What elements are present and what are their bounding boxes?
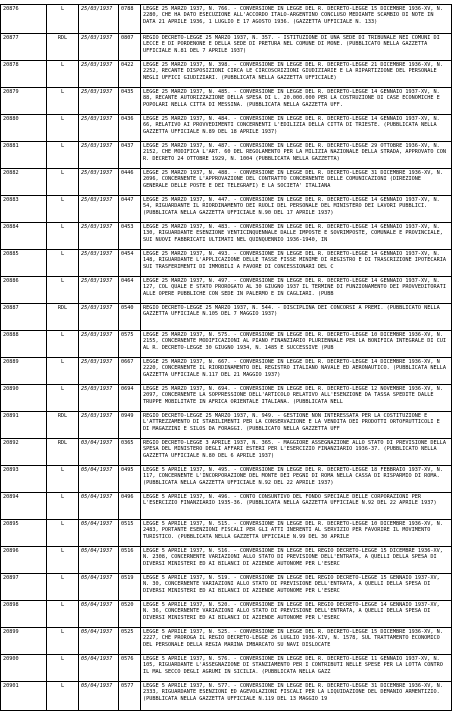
record-number: 20890	[1, 385, 47, 412]
act-description: LEGGE 25 MARZO 1937, N. 493. - CONVERSIONE IN LEGGE DEL R. DECRETO-LEGGE 14 GENNAIO 1937-XV, N. 148, RIGUARDANTE L'APPLICAZIONE DELLE TASSE FISSE MINIME DI REGISTRO E DI TRASCRIZIONE IPOTECARIA SUI TRASFERIMENTI DI IMMOBILI A FAVORE DI CONCESSIONARI DEL C	[141, 250, 452, 277]
table-row	[1, 88, 452, 115]
act-date: 25/03/1937	[79, 304, 119, 331]
act-description: LEGGE 25 MARZO 1937, N. 766. - CONVERSIONE IN LEGGE DEL R. DECRETO-LEGGE 15 DICEMBRE 1936-XV, N. 2280, CHE HA DATO ESECUZIONE ALL'ACCORDO ITALO-ARGENTINO CONCLUSO MEDIANTE SCAMBIO DI NOTE IN DATA 21 APRILE 1936, 1 LUGLIO E 17 AGOSTO 1936. (GAZZETTA UFFICIALE N. 133)	[141, 5, 452, 34]
act-code: 0454	[119, 250, 141, 277]
act-description: LEGGE 5 APRILE 1937, N. 496. - CONTO CONSUNTIVO DEL FONDO SPECIALE DELLE CORPORAZIONI PER L'ESERCIZIO FINANZIARIO 1935-36. (PUBBLICATA NELLA GAZZETTA UFFICIALE N.92 DEL 22 APRILE 1937)	[141, 493, 452, 520]
table-row	[1, 358, 452, 385]
act-type: L	[47, 628, 79, 655]
act-date: 25/03/1937	[79, 277, 119, 304]
act-type: L	[47, 223, 79, 250]
act-type: L	[47, 169, 79, 196]
act-code: 0437	[119, 142, 141, 169]
act-date: 05/04/1937	[79, 493, 119, 520]
act-type: L	[47, 574, 79, 601]
act-type: L	[47, 277, 79, 304]
act-type: L	[47, 196, 79, 223]
act-type: L	[47, 682, 79, 711]
table-row	[1, 493, 452, 520]
record-number: 20877	[1, 34, 47, 61]
act-description: REGIO DECRETO-LEGGE 25 MARZO 1937, N. 949. - GESTIONE NON INTERESSATA PER LA COSTITUZIONE E L'ATTREZZAMENTO DI STABILIMENTI PER LA CONSERVAZIONE E LA VENDITA DEI PRODOTTI ORTOFRUTTICOLI E DI MAGAZZINI E SILOS DA FORAGGI. (PUBBLICATO NELLA GAZZETTA UFF	[141, 412, 452, 439]
act-code: 0694	[119, 385, 141, 412]
act-type: L	[47, 88, 79, 115]
act-description: LEGGE 5 APRILE 1937, N. 576. - CONVERSIONE IN LEGGE DEL R. DECRETO-LEGGE 11 GENNAIO 1937-XV, N. 105, RIGUARDANTE L'ASSEGNAZIONE DI STANZIAMENTO PER I CONTRIBUTI NELLE SPESE PER LA LOTTA CONTRO IL MAL SECCO DEGLI AGRUMI IN SICILIA. (PUBBLICATA NELLA GAZZ	[141, 655, 452, 682]
table-row	[1, 196, 452, 223]
act-date: 05/04/1937	[79, 574, 119, 601]
act-date: 25/03/1937	[79, 61, 119, 88]
act-description: LEGGE 25 MARZO 1937, N. 487. - CONVERSIONE IN LEGGE DEL R. DECRETO-LEGGE 29 OTTOBRE 1936-XV, N. 2152, CHE MODIFICA L'ART. 60 DEL REGOLAMENTO PER LA MILIZIA NAZIONALE DELLA STRADA, APPROVATO CON R. DECRETO 24 OTTOBRE 1929, N. 1004 (PUBBLICATA NELLA GAZZETTA)	[141, 142, 452, 169]
act-date: 25/03/1937	[79, 169, 119, 196]
table-row	[1, 277, 452, 304]
act-date: 25/03/1937	[79, 250, 119, 277]
table-row	[1, 5, 452, 34]
table-row	[1, 223, 452, 250]
record-number: 20889	[1, 358, 47, 385]
act-date: 25/03/1937	[79, 115, 119, 142]
act-type: L	[47, 520, 79, 547]
act-description: LEGGE 5 APRILE 1937, N. 525. - CONVERSIONE IN LEGGE DEL R. DECRETO-LEGGE 15 DICEMBRE 1936-XV, N. 2227, CHE PROROGA IL REGIO DECRETO-LEGGE 26 LUGLIO 1936-XIV, N. 1578, SUL TRATTAMENTO ECONOMICO DEL PERSONALE DELLA REGIA MARINA IMBARCATO SU NAVI DISLOCATE	[141, 628, 452, 655]
record-number: 20900	[1, 655, 47, 682]
act-date: 25/03/1937	[79, 5, 119, 34]
act-type: L	[47, 142, 79, 169]
act-date: 05/04/1937	[79, 628, 119, 655]
record-number: 20879	[1, 88, 47, 115]
record-number: 20882	[1, 169, 47, 196]
act-code: 0949	[119, 412, 141, 439]
table-row	[1, 304, 452, 331]
act-type: L	[47, 331, 79, 358]
act-code: 0435	[119, 88, 141, 115]
act-type: RDL	[47, 304, 79, 331]
record-number: 20888	[1, 331, 47, 358]
act-description: LEGGE 25 MARZO 1937, N. 447. - CONVERSIONE IN LEGGE DEL R. DECRETO-LEGGE 14 GENNAIO 1937-XV, N. 54, RIGUARDANTE IL RIORDINAMENTO DEI RUOLI DEL PERSONALE DEL MINISTERO DEI LAVORI PUBBLICI. (PUBBLICATA NELLA GAZZETTA UFFICIALE N.90 DEL 17 APRILE 1937)	[141, 196, 452, 223]
act-code: 0576	[119, 655, 141, 682]
act-date: 05/04/1937	[79, 466, 119, 493]
record-number: 20884	[1, 223, 47, 250]
act-type: RDL	[47, 439, 79, 466]
act-description: LEGGE 5 APRILE 1937, N. 495. - CONVERSIONE IN LEGGE DEL R. DECRETO-LEGGE 18 FEBBRAIO 1937-XV, N. 117, CONCERNENTE L'INCORPORAZIONE DEL MONTE DEI PEGNI DI ROMA NELLA CASSA DI RISPARMIO DI ROMA. (PUBBLICATA NELLA GAZZETTA UFFICIALE N.92 DEL 22 APRILE 1937)	[141, 466, 452, 493]
act-code: 0577	[119, 682, 141, 711]
act-code: 0447	[119, 196, 141, 223]
act-code: 0575	[119, 331, 141, 358]
act-date: 03/04/1937	[79, 439, 119, 466]
act-type: L	[47, 5, 79, 34]
act-code: 0495	[119, 466, 141, 493]
table-row	[1, 466, 452, 493]
act-code: 0667	[119, 358, 141, 385]
act-type: RDL	[47, 412, 79, 439]
act-code: 0496	[119, 493, 141, 520]
act-date: 25/03/1937	[79, 142, 119, 169]
act-description: LEGGE 25 MARZO 1937, N. 485. - CONVERSIONE IN LEGGE DEL R. DECRETO-LEGGE 14 GENNAIO 1937-XV, N. 88, RECANTE AUTORIZZAZIONE DELLA SPESA DI L. 20.000.000 PER LA COSTRUZIONE DI CASE ECONOMICHE E POPOLARI NELLA CITTA DI MESSINA. (PUBBLICATA NELLA GAZZETTA UFF.	[141, 88, 452, 115]
record-number: 20878	[1, 61, 47, 88]
act-description: LEGGE 5 APRILE 1937, N. 516. - CONVERSIONE IN LEGGE DEL REGIO DECRETO-LEGGE 15 DICEMBRE 1936-XV, N. 2308, CONCERNENTE VARIAZIONI ALLO STATO DI PREVISIONE DELL'ENTRATA, A QUELLI DELLA SPESA DI DIVERSI MINISTERI ED AI BILANCI DI AZIENDE AUTONOME PER L'ESERC	[141, 547, 452, 574]
table-row	[1, 61, 452, 88]
act-description: LEGGE 25 MARZO 1937, N. 575. - CONVERSIONE IN LEGGE DEL R. DECRETO-LEGGE 10 DICEMBRE 1936-XV, N. 2155, CONCERNENTE MODIFICAZIONI AL PIANO FINANZIARIO PLURIENNALE PER LA BONIFICA INTEGRALE DI CUI AL R. DECRETO-LEGGE 30 GIUGNO 1934, N. 1485 E SUCCESSIVE (PUB	[141, 331, 452, 358]
act-description: LEGGE 5 APRILE 1937, N. 520. - CONVERSIONE IN LEGGE DEL REGIO DECRETO-LEGGE 14 GENNAIO 1937-XV, N. 36, CONCERNENTE VARIAZIONI ALLO STATO DI PREVISIONE DELL'ENTRATA, A QUELLI DELLA SPESA DI DIVERSI MINISTERI ED AI BILANCI DI AZIENDE AUTONOME PER L'ESERC	[141, 601, 452, 628]
act-code: 0365	[119, 439, 141, 466]
record-number: 20899	[1, 628, 47, 655]
act-description: LEGGE 25 MARZO 1937, N. 497. - CONVERSIONE IN LEGGE DEL R. DECRETO-LEGGE 14 GENNAIO 1937-XV, N. 127, COL QUALE E STATO PROROGATO AL 30 GIUGNO 1937 IL TERMINE DI FUNZIONAMENTO DEI PROVVEDITORATI ALLE OPERE PUBBLICHE CON SEDE IN PALERMO E IN CAGLIARI. (PUBB	[141, 277, 452, 304]
act-description: LEGGE 25 MARZO 1937, N. 488. - CONVERSIONE IN LEGGE DEL R. DECRETO-LEGGE 31 DICEMBRE 1936-XV, N. 2096, CONCERNENTE L'APPROVAZIONE DEL CONTRATTO CONCERNENTE DELLE COMUNICAZIONI (DIREZIONE GENERALE DELLE POSTE E DEI TELEGRAFI) E LA SOCIETA' ITALIANA	[141, 169, 452, 196]
act-description: LEGGE 5 APRILE 1937, N. 519. - CONVERSIONE IN LEGGE DEL REGIO DECRETO-LEGGE 15 GENNAIO 1937-XV, N. 30, CONCERNENTE VARIAZIONI ALLO STATO DI PREVISIONE DELL'ENTRATA, A QUELLI DELLA SPESA DI DIVERSI MINISTERI ED AI BILANCI DI AZIENDE AUTONOME PER L'ESERC	[141, 574, 452, 601]
act-description: LEGGE 25 MARZO 1937, N. 398. - CONVERSIONE IN LEGGE DEL R. DECRETO-LEGGE 21 DICEMBRE 1936-XV, N. 2252, RECANTE DISPOSIZIONI CIRCA LE CIRCOSCRIZIONI GIUDIZIARIE E LA RIPARTIZIONE DEL PERSONALE NEGLI UFFICI GIUDIZIARI. (PUBBLICATA NELLA GAZZETTA UFFICIALE)	[141, 61, 452, 88]
record-number: 20887	[1, 304, 47, 331]
act-date: 25/03/1937	[79, 34, 119, 61]
act-code: 0464	[119, 277, 141, 304]
act-date: 25/03/1937	[79, 412, 119, 439]
table-row	[1, 601, 452, 628]
table-row	[1, 250, 452, 277]
record-number: 20895	[1, 520, 47, 547]
register-body	[1, 5, 452, 711]
act-type: L	[47, 250, 79, 277]
act-date: 05/04/1937	[79, 520, 119, 547]
act-description: LEGGE 5 APRILE 1937, N. 515. - CONVERSIONE IN LEGGE DEL R. DECRETO-LEGGE 10 DICEMBRE 1936-XV, N. 2483, PORTANTE ESENZIONI FISCALI PER GLI ATTI INERENTI AL SERVIZIO PER FAVORIRE IL MOVIMENTO TURISTICO. (PUBBLICATA NELLA GAZZETTA UFFICIALE N.99 DEL 30 APRILE	[141, 520, 452, 547]
act-type: RDL	[47, 34, 79, 61]
record-number: 20892	[1, 439, 47, 466]
table-row	[1, 331, 452, 358]
act-code: 0540	[119, 304, 141, 331]
act-type: L	[47, 547, 79, 574]
table-row	[1, 628, 452, 655]
act-date: 05/04/1937	[79, 547, 119, 574]
table-row	[1, 547, 452, 574]
record-number: 20894	[1, 493, 47, 520]
act-code: 0519	[119, 574, 141, 601]
act-date: 05/04/1937	[79, 655, 119, 682]
act-type: L	[47, 466, 79, 493]
act-date: 25/03/1937	[79, 223, 119, 250]
act-description: REGIO DECRETO-LEGGE 25 MARZO 1937, N. 357. - ISTITUZIONE DI UNA SEDE DI TRIBUNALE NEI COMUNI DI LECCE E DI PORDENONE E DELLA SEDE DI PRETURA NEL COMUNE DI MONE. (PUBBLICATO NELLA GAZZETTA UFFICIALE N.81 DEL 7 APRILE 1937)	[141, 34, 452, 61]
act-code: 0436	[119, 115, 141, 142]
act-date: 25/03/1937	[79, 385, 119, 412]
record-number: 20876	[1, 5, 47, 34]
table-row	[1, 385, 452, 412]
act-description: LEGGE 25 MARZO 1937, N. 484. - CONVERSIONE IN LEGGE DEL R. DECRETO-LEGGE 14 GENNAIO 1937-XV, N. 66, RELATIVO AI PROVVEDIMENTI CONCERNENTI L'EDILIZIA DELLA CITTA DI TRIESTE. (PUBBLICATA NELLA GAZZETTA UFFICIALE N.89 DEL 18 APRILE 1937)	[141, 115, 452, 142]
table-row	[1, 169, 452, 196]
act-type: L	[47, 601, 79, 628]
record-number: 20901	[1, 682, 47, 711]
act-code: 0516	[119, 547, 141, 574]
act-date: 25/03/1937	[79, 331, 119, 358]
table-row	[1, 682, 452, 711]
record-number: 20898	[1, 601, 47, 628]
legislation-register-table	[0, 4, 452, 711]
act-description: REGIO DECRETO-LEGGE 25 MARZO 1937, N. 544. - DISCIPLINA DEI CONCORSI A PREMI. (PUBBLICATO NELLA GAZZETTA UFFICIALE N.105 DEL 7 MAGGIO 1937)	[141, 304, 452, 331]
record-number: 20896	[1, 547, 47, 574]
act-date: 25/03/1937	[79, 196, 119, 223]
record-number: 20897	[1, 574, 47, 601]
table-row	[1, 412, 452, 439]
act-date: 25/03/1937	[79, 88, 119, 115]
act-code: 0422	[119, 61, 141, 88]
record-number: 20883	[1, 196, 47, 223]
record-number: 20885	[1, 250, 47, 277]
act-description: LEGGE 25 MARZO 1937, N. 483. - CONVERSIONE IN LEGGE DEL R. DECRETO-LEGGE 14 GENNAIO 1937-XV, N. 130, RIGUARDANTE ESENZIONE VENTICINQUENNALE DALLE IMPOSTE E SOVRIMPOSTE, COMUNALE E PROVINCIALE, SUI NUOVI FABBRICATI ULTIMATI NEL QUINQUENNIO 1936-1940, IN	[141, 223, 452, 250]
act-description: REGIO DECRETO-LEGGE 3 APRILE 1937, N. 365. - MAGGIORE ASSEGNAZIONE ALLO STATO DI PREVISIONE DELLA SPESA DEL MINISTERO DEGLI AFFARI ESTERI PER L'ESERCIZIO FINANZIARIO 1936-37. (PUBBLICATO NELLA GAZZETTA UFFICIALE N.80 DEL 6 APRILE 1937)	[141, 439, 452, 466]
table-row	[1, 142, 452, 169]
act-date: 25/03/1937	[79, 358, 119, 385]
act-code: 0525	[119, 628, 141, 655]
act-description: LEGGE 25 MARZO 1937, N. 694. - CONVERSIONE IN LEGGE DEL R. DECRETO-LEGGE 12 NOVEMBRE 1936-XV, N. 2097, CONCERNENTE LA SOPPRESSIONE DELL'ARTICOLO RELATIVO ALL'ESENZIONE DA TASSA SPEDITE DALLE TRUPPE MOBILITATE IN AFRICA ORIENTALE ITALIANA. (PUBBLICATA NELL	[141, 385, 452, 412]
act-type: L	[47, 115, 79, 142]
act-type: L	[47, 358, 79, 385]
record-number: 20881	[1, 142, 47, 169]
act-type: L	[47, 61, 79, 88]
table-row	[1, 655, 452, 682]
act-code: 0453	[119, 223, 141, 250]
act-type: L	[47, 493, 79, 520]
act-code: 0520	[119, 601, 141, 628]
act-code: 0515	[119, 520, 141, 547]
record-number: 20893	[1, 466, 47, 493]
table-row	[1, 520, 452, 547]
act-type: L	[47, 385, 79, 412]
act-type: L	[47, 655, 79, 682]
record-number: 20880	[1, 115, 47, 142]
act-code: 0807	[119, 34, 141, 61]
act-code: 0446	[119, 169, 141, 196]
act-description: LEGGE 25 MARZO 1937, N. 667. - CONVERSIONE IN LEGGE DEL R. DECRETO-LEGGE 14 DICEMBRE 1936-XV, N 2220, CONCERNENTE IL RIORDINAMENTO DEL REGISTRO ITALIANO NAVALE ED AERONAUTICO. (PUBBLICATA NELLA GAZZETTA UFFICIALE N.117 DEL 21 MAGGIO 1937)	[141, 358, 452, 385]
table-row	[1, 439, 452, 466]
table-row	[1, 34, 452, 61]
act-description: LEGGE 5 APRILE 1937, N. 577. - CONVERSIONE IN LEGGE DEL R. DECRETO-LEGGE 31 DICEMBRE 1936-XV, N. 2333, RIGUARDANTE ESENZIONI ED AGEVOLAZIONI FISCALI PER LA LIQUIDAZIONE DEL DEMANIO ARMENTIZIO. (PUBBLICATA NELLA GAZZETTA UFFICIALE N.119 DEL 13 MAGGIO 19	[141, 682, 452, 711]
act-date: 05/04/1937	[79, 601, 119, 628]
record-number: 20891	[1, 412, 47, 439]
table-row	[1, 574, 452, 601]
act-date: 05/04/1937	[79, 682, 119, 711]
record-number: 20886	[1, 277, 47, 304]
act-code: 0788	[119, 5, 141, 34]
table-row	[1, 115, 452, 142]
